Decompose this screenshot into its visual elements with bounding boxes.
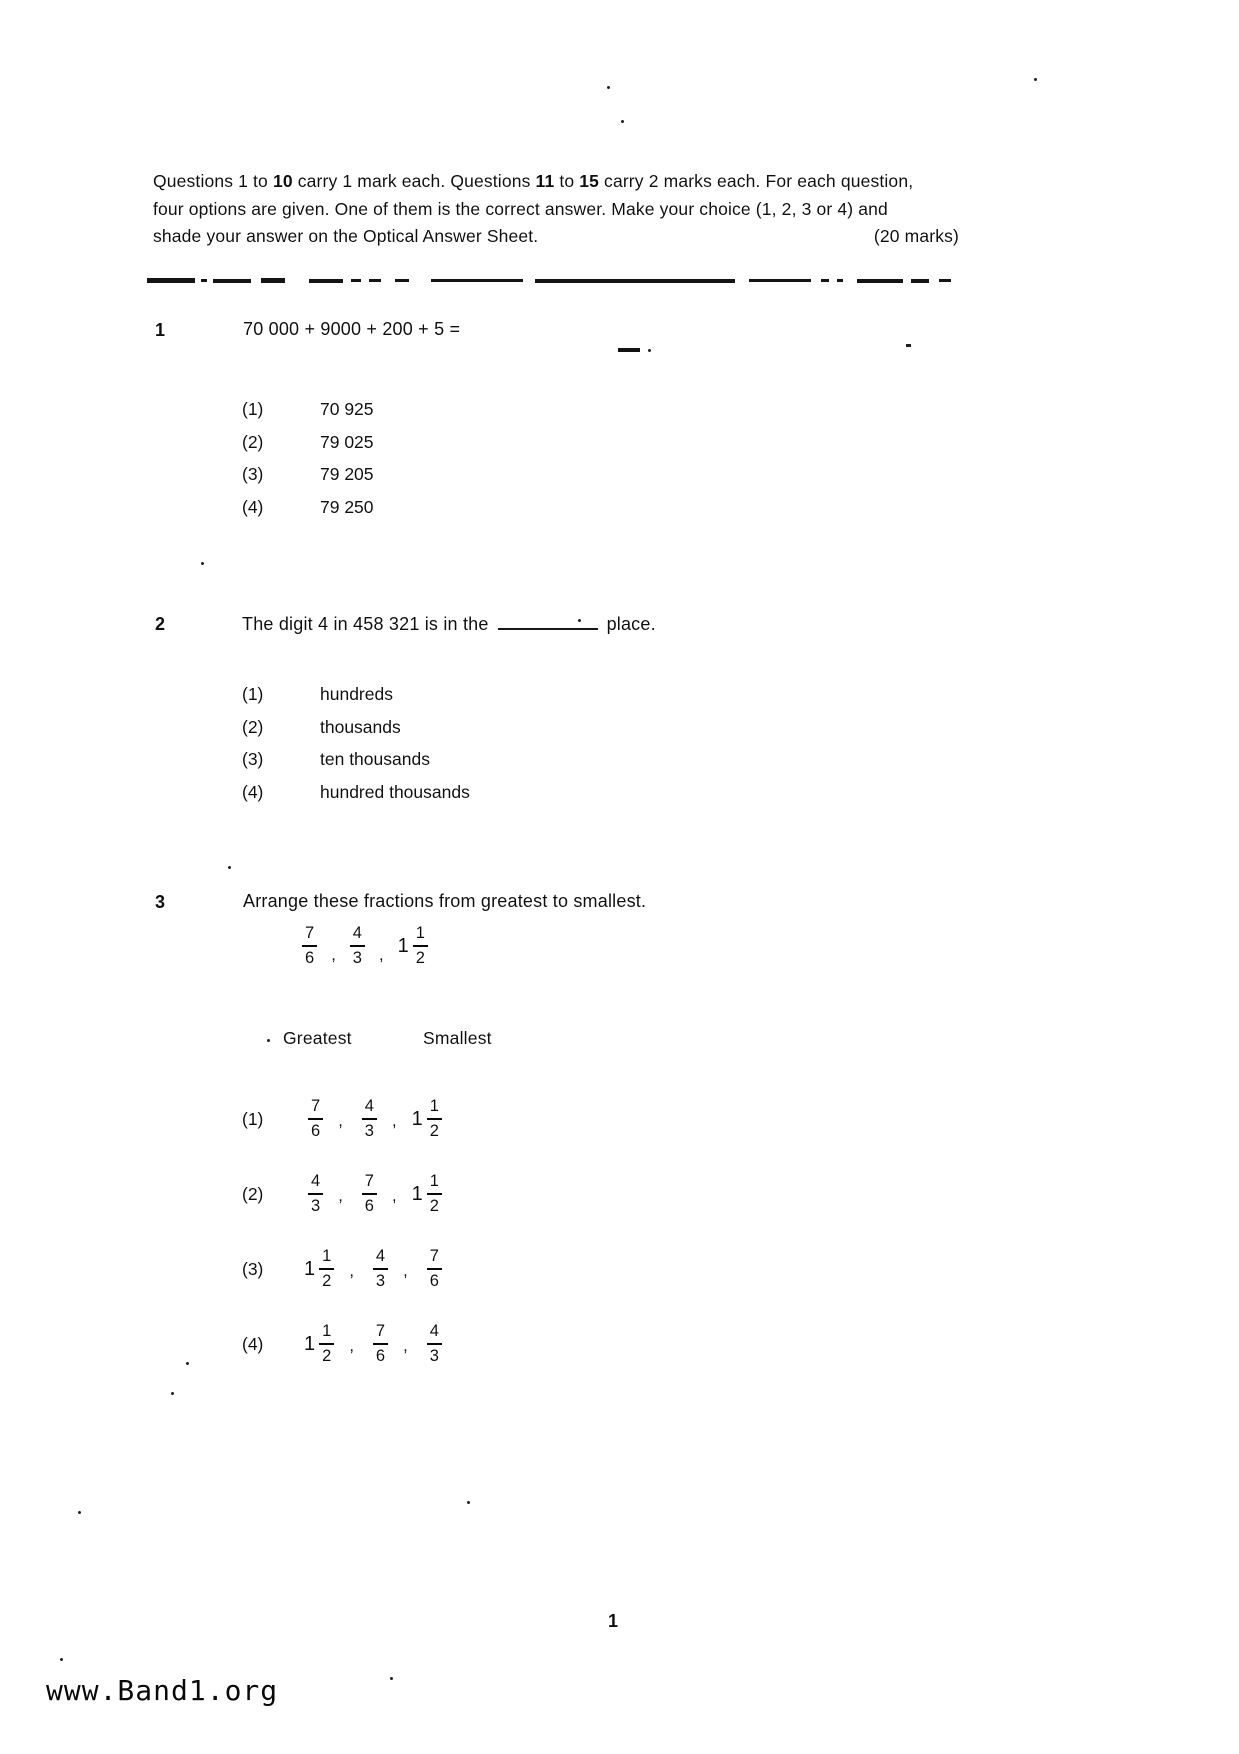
option-label: (4) [242, 781, 264, 802]
comma: , [331, 945, 336, 964]
fraction-denominator: 3 [362, 1118, 377, 1140]
fraction-denominator: 2 [319, 1268, 334, 1290]
option-value: hundreds [320, 684, 393, 704]
comma: , [403, 1336, 408, 1355]
question-3-number: 3 [155, 892, 166, 912]
scan-speck [201, 562, 204, 565]
marks-label: (20 marks) [873, 226, 959, 246]
option-label: (3) [242, 1258, 264, 1279]
fraction-numerator: 1 [415, 924, 425, 942]
comma: , [349, 1336, 354, 1355]
question-1-text: 70 000 + 9000 + 200 + 5 = [243, 319, 461, 339]
whole-number: 1 [397, 934, 409, 957]
fraction-denominator: 6 [302, 945, 317, 967]
fraction [362, 1098, 377, 1141]
fraction [308, 1173, 323, 1216]
instructions-text: Questions 1 to [153, 171, 273, 191]
whole-number: 1 [411, 1182, 423, 1205]
mixed-number [358, 1173, 377, 1216]
column-label-smallest: Smallest [423, 1028, 492, 1048]
fraction-numerator: 1 [429, 1097, 439, 1115]
mixed-number [369, 1248, 388, 1291]
mixed-number [358, 1098, 377, 1141]
option-value: thousands [320, 716, 401, 737]
fraction [362, 1173, 377, 1216]
option-label: (4) [242, 496, 264, 517]
comma: , [391, 1186, 397, 1205]
comma: , [338, 1111, 343, 1130]
fraction-denominator: 3 [373, 1268, 388, 1290]
option-row [242, 1098, 442, 1141]
option-label: (1) [242, 1108, 264, 1129]
option-value: 70 925 [320, 399, 374, 419]
comma: , [378, 945, 384, 964]
mixed-number [304, 1323, 334, 1366]
fraction-denominator: 3 [427, 1343, 442, 1365]
instructions-text: carry 1 mark each. Questions [292, 171, 536, 191]
option-value: 79 025 [320, 431, 374, 452]
scan-speck [648, 349, 651, 352]
fraction [413, 925, 428, 968]
fraction-numerator: 4 [352, 924, 362, 942]
column-label-greatest: Greatest [283, 1028, 352, 1048]
page-number: 1 [608, 1611, 619, 1631]
option-label: (1) [242, 399, 264, 419]
fraction [319, 1248, 334, 1291]
fraction [302, 925, 317, 968]
fraction-numerator: 1 [429, 1172, 439, 1190]
option-label: (2) [242, 1183, 264, 1204]
option-value: hundred thousands [320, 781, 470, 802]
stray-dash-mark [618, 348, 640, 352]
question-1-number: 1 [155, 320, 166, 340]
scan-speck [1034, 78, 1037, 81]
question-1-options [242, 399, 374, 529]
option-row [242, 399, 374, 420]
option-label: (2) [242, 716, 264, 737]
fraction-denominator: 2 [427, 1193, 442, 1215]
question-3-text: Arrange these fractions from greatest to smallest. [243, 891, 647, 911]
fraction-denominator: 2 [319, 1343, 334, 1365]
option-label: (1) [242, 684, 264, 704]
fraction-numerator: 4 [429, 1322, 439, 1340]
option-row [242, 1173, 442, 1216]
mixed-number [423, 1248, 442, 1291]
option-value: ten thousands [320, 749, 430, 769]
fraction-denominator: 2 [413, 945, 428, 967]
instructions-line-2: four options are given. One of them is the correct answer. Make your choice (1, 2, 3 or 4) and [153, 198, 888, 219]
fraction [373, 1323, 388, 1366]
option-value: 79 250 [320, 496, 374, 517]
blank-underline [498, 613, 598, 630]
question-3-given-fractions [302, 925, 428, 968]
question-2-text-before: The digit 4 in 458 321 is in the [242, 614, 489, 634]
fraction-denominator: 6 [427, 1268, 442, 1290]
fraction-denominator: 6 [308, 1118, 323, 1140]
option-row [242, 684, 470, 705]
comma: , [403, 1261, 408, 1280]
instructions-bold-15: 15 [579, 171, 600, 191]
fraction-numerator: 4 [375, 1247, 386, 1265]
fraction-numerator: 7 [311, 1097, 321, 1115]
fraction [427, 1098, 442, 1141]
mixed-number [423, 1323, 442, 1366]
mixed-number [369, 1323, 388, 1366]
mixed-number [412, 1173, 442, 1216]
fraction-numerator: 7 [305, 924, 315, 942]
comma: , [349, 1261, 354, 1280]
question-2-number: 2 [155, 614, 166, 634]
whole-number: 1 [411, 1107, 423, 1130]
option-row [242, 782, 470, 803]
scan-speck [171, 1392, 174, 1395]
scan-speck [467, 1501, 470, 1504]
fraction-numerator: 7 [375, 1322, 386, 1340]
mixed-number [398, 925, 428, 968]
fraction [373, 1248, 388, 1291]
question-2-text-after: place. [606, 614, 656, 634]
fraction-numerator: 7 [364, 1172, 374, 1190]
comma: , [338, 1186, 343, 1205]
option-value: 79 205 [320, 464, 374, 484]
option-label: (4) [242, 1333, 264, 1354]
fraction-numerator: 1 [322, 1322, 332, 1340]
scan-speck [621, 120, 624, 123]
option-label: (3) [242, 749, 264, 769]
instructions-text: shade your answer on the Optical Answer Sheet. [153, 226, 539, 246]
fraction-numerator: 4 [311, 1172, 321, 1190]
scan-speck [267, 1039, 270, 1042]
fraction-denominator: 6 [373, 1343, 388, 1365]
fraction-denominator: 3 [308, 1193, 323, 1215]
option-row [242, 717, 470, 738]
fraction [319, 1323, 334, 1366]
scan-speck [78, 1511, 81, 1514]
mixed-number [412, 1098, 442, 1141]
question-2-options [242, 684, 470, 814]
instructions-bold-11: 11 [535, 171, 555, 191]
mixed-number [304, 1248, 334, 1291]
scan-speck [390, 1677, 393, 1680]
fraction-denominator: 6 [362, 1193, 377, 1215]
scan-speck [578, 619, 581, 622]
instructions-line-1 [153, 168, 959, 196]
comma: , [391, 1111, 397, 1130]
separator-line [147, 276, 962, 285]
fraction [308, 1098, 323, 1141]
fraction-numerator: 4 [364, 1097, 374, 1115]
instructions-bold-10: 10 [272, 171, 293, 191]
instructions [153, 168, 959, 251]
question-2-text [242, 613, 656, 635]
instructions-line-3 [153, 223, 959, 251]
mixed-number [304, 1173, 323, 1216]
scan-speck [186, 1362, 189, 1365]
fraction [427, 1173, 442, 1216]
whole-number: 1 [304, 1332, 316, 1355]
option-row [242, 1248, 442, 1291]
instructions-text: carry 2 marks each. For each question, [599, 171, 914, 191]
mixed-number [304, 1098, 323, 1141]
option-row [242, 1323, 442, 1366]
fraction-denominator: 2 [427, 1118, 442, 1140]
fraction [427, 1248, 442, 1291]
whole-number: 1 [304, 1257, 316, 1280]
option-row [242, 749, 470, 770]
option-row [242, 464, 374, 485]
scan-speck [228, 866, 231, 869]
fraction [427, 1323, 442, 1366]
option-label: (2) [242, 431, 264, 452]
watermark: www.Band1.org [46, 1674, 279, 1707]
fraction-numerator: 7 [429, 1247, 439, 1265]
scan-speck [906, 344, 911, 347]
option-row [242, 497, 374, 518]
option-label: (3) [242, 464, 264, 484]
fraction [350, 925, 365, 968]
scan-speck [607, 86, 610, 89]
option-row [242, 432, 374, 453]
scan-speck [60, 1658, 63, 1661]
instructions-text: to [554, 171, 580, 191]
fraction-numerator: 1 [322, 1247, 332, 1265]
fraction-denominator: 3 [350, 945, 365, 967]
